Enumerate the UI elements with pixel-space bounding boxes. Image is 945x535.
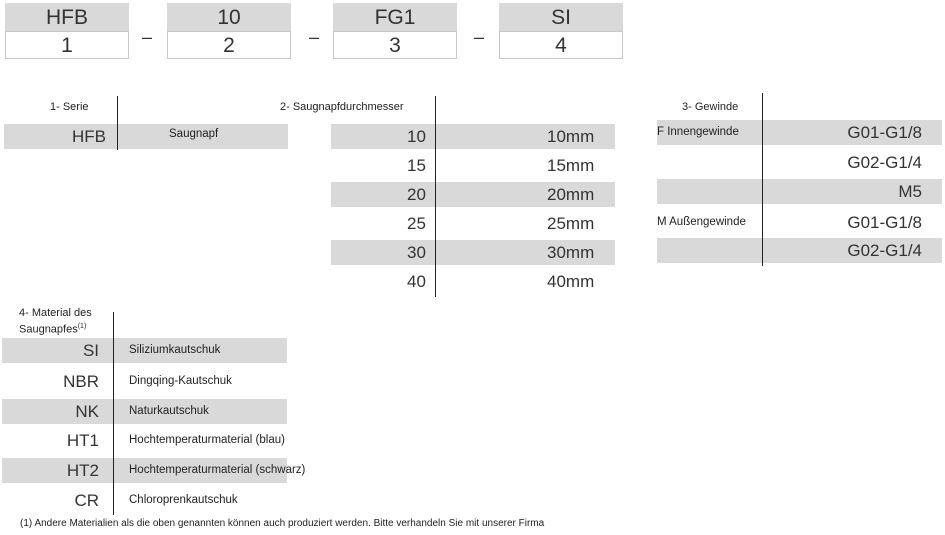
code-box-gewinde xyxy=(333,3,457,59)
code-separator: – xyxy=(142,27,153,47)
durchmesser-title: 2- Saugnapfdurchmesser xyxy=(280,101,404,113)
table-row xyxy=(331,269,615,294)
table-row xyxy=(657,238,942,263)
gewinde-size: G02-G1/4 xyxy=(847,241,922,260)
code-position: 1 xyxy=(5,31,129,59)
material-desc: Hochtemperaturmaterial (blau) xyxy=(129,434,285,446)
table-row xyxy=(2,488,287,513)
column-divider xyxy=(435,96,436,297)
table-row xyxy=(331,211,615,236)
diameter-code: 30 xyxy=(407,243,426,262)
table-row xyxy=(2,369,287,394)
gewinde-type: F Innengewinde xyxy=(657,126,739,138)
table-row xyxy=(331,182,615,207)
diameter-code: 20 xyxy=(407,185,426,204)
gewinde-title: 3- Gewinde xyxy=(682,101,739,113)
code-box-serie xyxy=(5,3,129,59)
diameter-code: 25 xyxy=(407,214,426,233)
table-row xyxy=(331,153,615,178)
material-code: HT2 xyxy=(66,461,99,480)
table-row xyxy=(2,338,287,363)
serie-code: HFB xyxy=(72,127,106,146)
material-code: SI xyxy=(82,341,99,360)
code-position: 4 xyxy=(499,31,623,59)
gewinde-size: G01-G1/8 xyxy=(847,213,922,232)
column-divider xyxy=(117,96,118,150)
code-separator: – xyxy=(309,27,320,47)
diameter-code: 15 xyxy=(407,156,426,175)
code-value: FG1 xyxy=(333,3,457,31)
code-box-durchmesser xyxy=(167,3,291,59)
code-box-material xyxy=(499,3,623,59)
gewinde-size: G01-G1/8 xyxy=(847,123,922,142)
code-value: HFB xyxy=(5,3,129,31)
code-position: 2 xyxy=(167,31,291,59)
table-row xyxy=(2,428,287,453)
table-row xyxy=(4,124,288,149)
diameter-desc: 25mm xyxy=(547,214,595,233)
serie-title: 1- Serie xyxy=(50,101,89,113)
table-row xyxy=(657,210,942,235)
diameter-desc: 30mm xyxy=(547,243,595,262)
diameter-desc: 15mm xyxy=(547,156,595,175)
code-value: SI xyxy=(499,3,623,31)
code-separator: – xyxy=(474,27,485,47)
table-row xyxy=(2,399,287,424)
material-title-line2: Saugnapfes xyxy=(19,323,78,336)
footnote: (1) Andere Materialien als die oben genannten können auch produziert werden. Bitte verhandeln Sie mit unserer Firma xyxy=(20,518,545,529)
material-code: NK xyxy=(75,402,99,421)
material-code: NBR xyxy=(63,372,99,391)
table-row xyxy=(2,458,306,483)
gewinde-size: M5 xyxy=(898,182,922,201)
diameter-code: 40 xyxy=(407,272,426,291)
diameter-desc: 40mm xyxy=(547,272,595,291)
table-row xyxy=(331,240,615,265)
diameter-code: 10 xyxy=(407,127,426,146)
material-desc: Chloroprenkautschuk xyxy=(129,494,238,506)
material-desc: Dingqing-Kautschuk xyxy=(129,375,232,387)
diameter-desc: 10mm xyxy=(547,127,595,146)
table-row xyxy=(331,124,615,149)
material-code: HT1 xyxy=(66,431,99,450)
column-divider xyxy=(762,93,763,266)
material-desc: Siliziumkautschuk xyxy=(129,344,221,356)
code-position: 3 xyxy=(333,31,457,59)
diameter-desc: 20mm xyxy=(547,185,595,204)
material-title-line1: 4- Material des xyxy=(19,307,92,319)
serie-desc: Saugnapf xyxy=(169,128,219,140)
footnote-marker: (1) xyxy=(77,323,87,330)
table-row xyxy=(657,179,942,204)
column-divider xyxy=(113,312,114,515)
code-value: 10 xyxy=(167,3,291,31)
material-desc: Naturkautschuk xyxy=(129,405,209,417)
material-desc: Hochtemperaturmaterial (schwarz) xyxy=(129,464,306,476)
gewinde-type: M Außengewinde xyxy=(657,216,746,228)
table-row xyxy=(657,150,942,175)
material-code: CR xyxy=(74,491,99,510)
table-row xyxy=(657,120,942,145)
material-title xyxy=(19,307,92,337)
gewinde-size: G02-G1/4 xyxy=(847,153,922,172)
